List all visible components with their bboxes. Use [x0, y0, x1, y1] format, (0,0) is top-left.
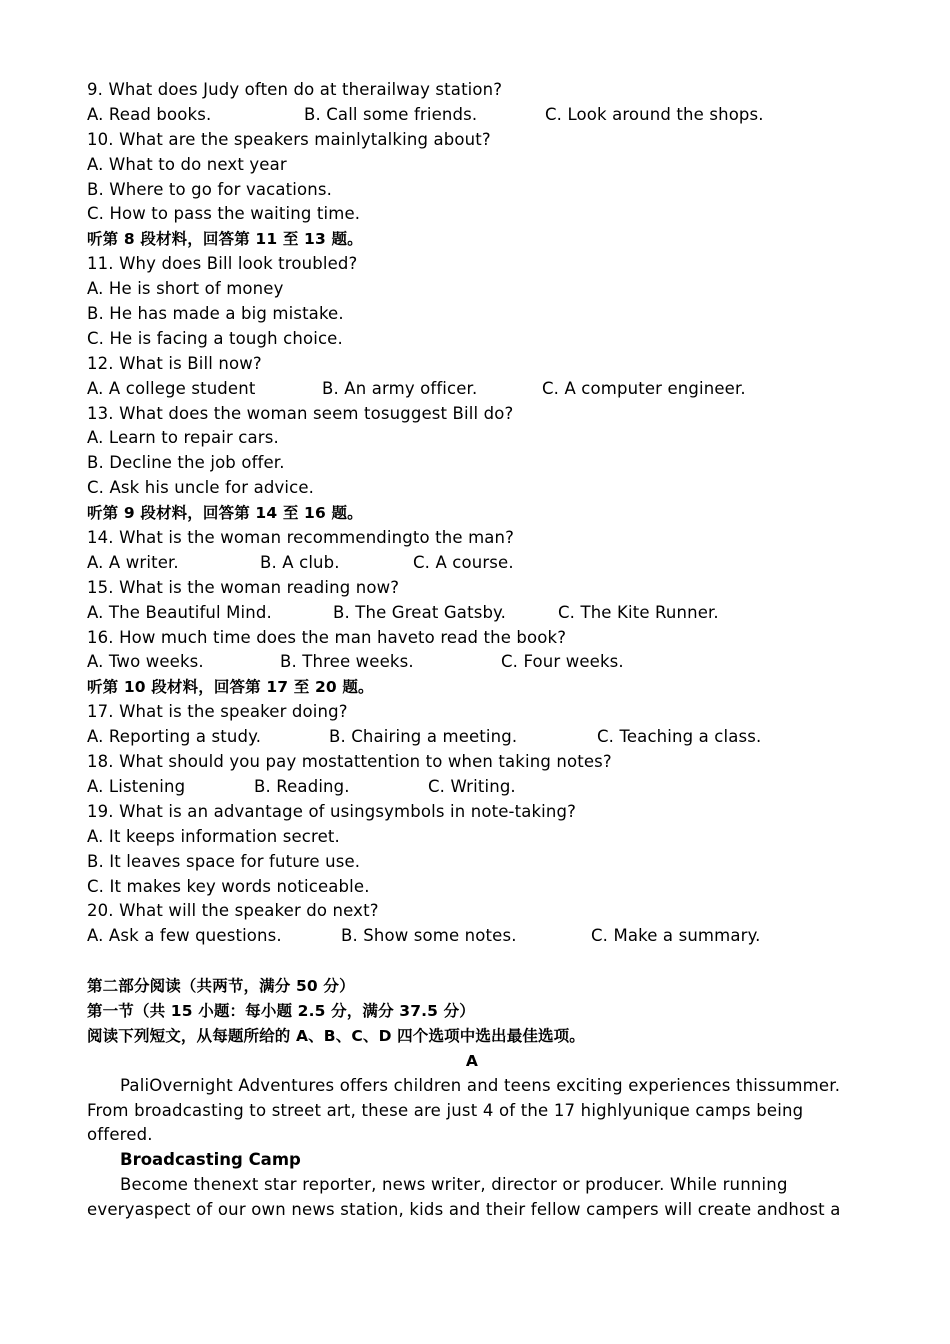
question-line: 11. Why does Bill look troubled? — [87, 254, 358, 274]
section-heading: 听第 10 段材料，回答第 17 至 20 题。 — [87, 678, 374, 697]
option-b: B. A club. — [260, 552, 340, 572]
option-a: A. Two weeks. — [87, 652, 204, 672]
question-line: 20. What will the speaker do next? — [87, 901, 379, 921]
question-line: 12. What is Bill now? — [87, 353, 262, 373]
section-heading: 阅读下列短文，从每题所给的 A、B、C、D 四个选项中选出最佳选项。 — [87, 1026, 585, 1045]
options-row — [87, 775, 857, 800]
options-row — [87, 377, 857, 402]
option-c: C. Look around the shops. — [545, 104, 764, 124]
options-row — [87, 650, 857, 675]
option-a: A. Listening — [87, 776, 186, 796]
option-b: B. Chairing a meeting. — [329, 727, 518, 747]
option-a: A. Ask a few questions. — [87, 926, 282, 946]
option-c: C. A computer engineer. — [542, 378, 746, 398]
question-line: 13. What does the woman seem tosuggest Bill do? — [87, 403, 514, 423]
question-line: C. He is facing a tough choice. — [87, 328, 343, 348]
passage-subheading: Broadcasting Camp — [120, 1150, 301, 1170]
passage-label: A — [465, 1051, 479, 1070]
question-line: 15. What is the woman reading now? — [87, 577, 400, 597]
question-line: 18. What should you pay mostattention to when taking notes? — [87, 752, 612, 772]
section-heading: 第二部分阅读（共两节，满分 50 分） — [87, 977, 355, 996]
option-c: C. Make a summary. — [591, 926, 761, 946]
question-line: A. What to do next year — [87, 154, 287, 174]
question-line: B. He has made a big mistake. — [87, 304, 344, 324]
option-c: C. Writing. — [428, 776, 516, 796]
options-row — [87, 601, 857, 626]
question-line: C. Ask his uncle for advice. — [87, 478, 315, 498]
option-c: C. Teaching a class. — [597, 727, 762, 747]
section-heading: 听第 9 段材料，回答第 14 至 16 题。 — [87, 504, 363, 523]
option-c: C. Four weeks. — [501, 652, 624, 672]
question-line: 9. What does Judy often do at therailway station? — [87, 80, 503, 99]
option-c: C. A course. — [413, 552, 514, 572]
option-b: B. The Great Gatsby. — [333, 602, 507, 622]
question-line: 19. What is an advantage of usingsymbols in note-taking? — [87, 801, 577, 821]
options-row — [87, 725, 857, 750]
option-b: B. An army officer. — [322, 378, 478, 398]
question-line: B. It leaves space for future use. — [87, 851, 361, 871]
question-line: 14. What is the woman recommendingto the man? — [87, 528, 515, 548]
question-line: C. How to pass the waiting time. — [87, 204, 361, 224]
question-line: A. Learn to repair cars. — [87, 428, 279, 448]
option-b: B. Reading. — [254, 776, 350, 796]
passage-paragraph: Become thenext star reporter, news writer, director or producer. While running everyaspect of our own news station, kids and their fellow campers will create andhost a — [87, 1175, 841, 1220]
option-b: B. Show some notes. — [341, 926, 517, 946]
question-line: 16. How much time does the man haveto read the book? — [87, 627, 567, 647]
question-line: A. He is short of money — [87, 279, 284, 299]
passage-paragraph: PaliOvernight Adventures offers children and teens exciting experiences thissummer. From broadcasting to street art, these are just 4 of the 17 highlyunique camps being offered. — [87, 1075, 841, 1145]
question-line: 17. What is the speaker doing? — [87, 702, 348, 722]
options-row — [87, 924, 857, 949]
option-a: A. A college student — [87, 378, 256, 398]
option-a: A. A writer. — [87, 552, 179, 572]
question-line: C. It makes key words noticeable. — [87, 876, 370, 896]
exam-page — [87, 78, 857, 1223]
question-line: A. It keeps information secret. — [87, 826, 340, 846]
option-b: B. Call some friends. — [304, 104, 478, 124]
question-line: B. Where to go for vacations. — [87, 179, 332, 199]
blank-line — [87, 949, 857, 974]
option-a: A. Reporting a study. — [87, 727, 262, 747]
options-row — [87, 551, 857, 576]
question-line: 10. What are the speakers mainlytalking about? — [87, 129, 491, 149]
section-heading: 听第 8 段材料，回答第 11 至 13 题。 — [87, 230, 363, 249]
option-a: A. Read books. — [87, 104, 212, 124]
option-c: C. The Kite Runner. — [558, 602, 719, 622]
section-heading: 第一节（共 15 小题：每小题 2.5 分，满分 37.5 分） — [87, 1001, 475, 1020]
options-row — [87, 103, 857, 128]
question-line: B. Decline the job offer. — [87, 453, 285, 473]
option-b: B. Three weeks. — [280, 652, 414, 672]
option-a: A. The Beautiful Mind. — [87, 602, 272, 622]
